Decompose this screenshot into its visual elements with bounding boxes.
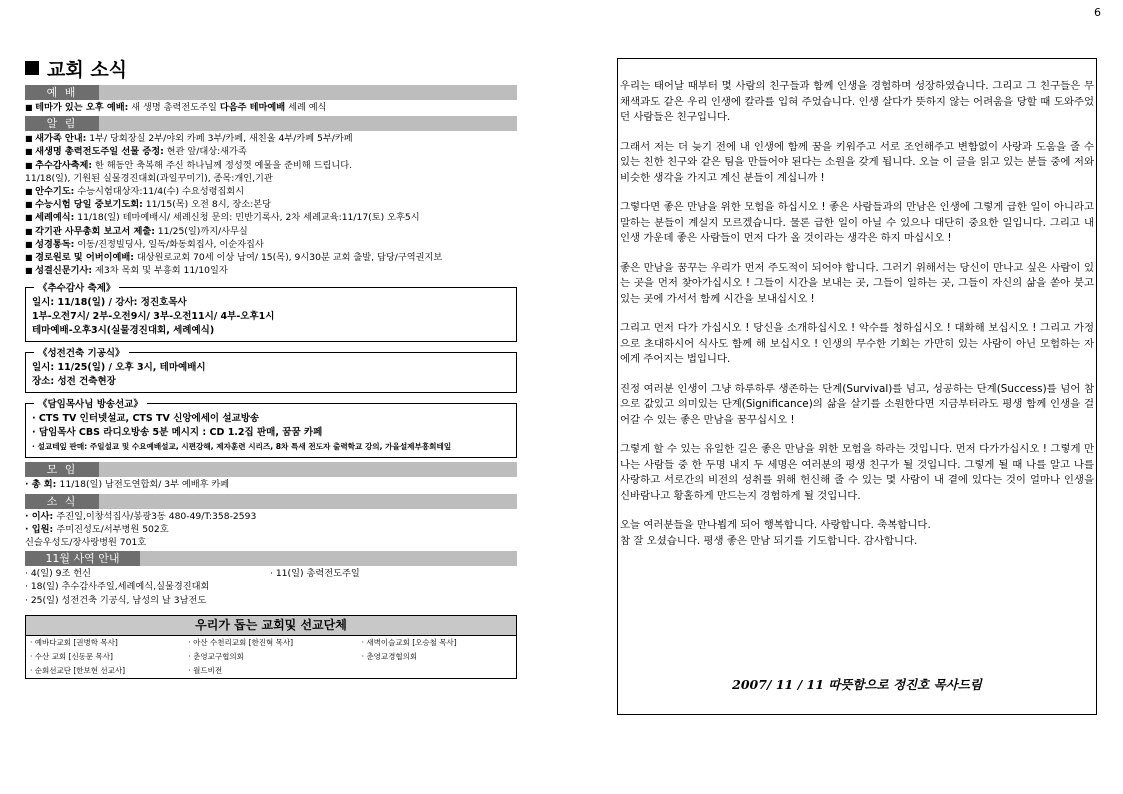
- announcement-item: ■ 경로원로 및 어버이예배: 대상원로교회 70세 이상 남여/ 15(목), 9시30분 교회 출발, 답당/구역권지보: [25, 251, 517, 264]
- broadcast-line: · 설교테잎 판매: 주일설교 및 수요예배설교, 시편강해, 제자훈련 시리즈, 8차 특새 전도자 출력학교 강의, 가을설제부흥회테잎: [32, 442, 452, 452]
- construction-line: 일시: 11/25(일) / 오후 3시, 테마예배시: [32, 362, 206, 374]
- news-line: 신슬우성도/장사랑병원 701호: [25, 537, 147, 549]
- table-row: · 수산 교회 [신동문 목사] · 춘영교구협의회 · 춘영교경협의회: [30, 652, 418, 662]
- construction-box: [25, 348, 517, 393]
- thanksgiving-box: [25, 283, 517, 342]
- announcement-item: ■ 새생명 총력전도주일 선물 증정: 현관 앞/대상:새가족: [25, 145, 517, 158]
- broadcast-line: · CTS TV 인터넷설교, CTS TV 신앙에세이 설교방송: [32, 413, 260, 425]
- church-news-column: [25, 56, 517, 679]
- worship-line: ■ 테마가 있는 오후 예배: 새 생명 총력전도주일 다음주 테마예배 세례 예식: [25, 101, 517, 114]
- ministry-row: · 18(일) 추수감사주일,세례예식,실물경진대회: [25, 581, 210, 593]
- news-line: · 이사: 주진일,이창석집사/봉광3동 480-49/T:358-2593: [25, 510, 257, 522]
- letter-paragraph: 그렇다면 좋은 만남을 위한 모험을 하십시오 ! 좋은 사람들과의 만남은 인생에 그렇게 급한 일이 아니라고 말하는 분들이 계실지 모르겠습니다. 물론 급한 일이 아닐 수 있으나 대단히 중요한 일입니다. 그리고 내 인생 가운데 좋은 사람들이 먼저 다가 올 것이라는 생각은 하지 마십시오 !: [620, 201, 1094, 244]
- section-header-meeting: 모 임: [25, 462, 517, 477]
- section-header-announcements: 알 림: [25, 116, 517, 131]
- mission-partners-table: [25, 615, 517, 679]
- letter-paragraph: 그래서 저는 더 늦기 전에 내 인생에 함께 꿈을 키워주고 서로 조언해주고 변함없이 사랑과 도움을 줄 수 있는 친한 친구와 같은 팀을 만들어야 된다는 소원을 갖게 됩니다. 오늘 이 글을 읽고 있는 분들 중에 저와 비슷한 생각을 가지고 계신 분들이 계십니까 !: [620, 140, 1094, 184]
- thanksgiving-line: 테마예배-오후3시(실물경진대회, 세례예식): [32, 325, 215, 337]
- page-title: [25, 56, 517, 80]
- announcement-item: ■ 새가족 안내: 1부/ 당회장실 2부/야외 카페 3부/카페, 새친울 4부/카페 5부/카페: [25, 132, 517, 145]
- thanksgiving-line: 1부-오전7시/ 2부-오전9시/ 3부-오전11시/ 4부-오후1시: [32, 311, 275, 323]
- announcement-item: ■ 수능시험 당일 중보기도회: 11/15(목) 오전 8시, 장소:본당: [25, 198, 517, 211]
- letter-paragraph: 진정 여러분 인생이 그냥 하루하루 생존하는 단계(Survival)를 넘고, 성공하는 단계(Success)를 넘어 참으로 값있고 의미있는 단계(Significance)의 삶을 살기를 소원한다면 지금부터라도 평생 함께 인생을 걸어갈 수 있는 좋은 만남을 꿈꾸십시오 !: [620, 382, 1094, 426]
- thanksgiving-title: 《추수감사 축제》: [34, 280, 119, 294]
- broadcast-line: · 담임목사 CBS 라디오방송 5분 메시지 : CD 1.2집 판매, 꿈꿈 카페: [32, 427, 323, 439]
- ministry-row: · 4(일) 9조 헌신 · 11(일) 총력전도주일: [25, 568, 360, 580]
- mission-heading: 우리가 돕는 교회및 선교단체: [26, 616, 516, 636]
- table-row: · 순회선교단 [한보현 선교사] · 월드비전: [30, 666, 223, 676]
- announcement-item: ■ 세례예식: 11/18(일) 테마예배시/ 세례신청 문의: 민반기록사, 2차 세례교육:11/17(토) 오후5시: [25, 211, 517, 224]
- square-bullet-icon: [25, 61, 39, 75]
- meeting-line: · 총 회: 11/18(일) 남전도연합회/ 3부 예배후 카페: [25, 479, 230, 491]
- signature: 2007/ 11 / 11 따뜻함으로 정진호 목사드림: [732, 677, 982, 692]
- construction-title: 《성전건축 기공식》: [34, 345, 129, 359]
- announcement-item: ■ 각기관 사무총회 보고서 제출: 11/25(일)까지/사무실: [25, 225, 517, 238]
- letter-paragraph: 그렇게 할 수 있는 유일한 길은 좋은 만남을 위한 모험을 하라는 것입니다. 먼저 다가가십시오 ! 그렇게 만나는 사람들 중 한 두명 내지 두 세명은 여러분의 평생 친구가 될 것입니다. 그렇게 될 때 나를 알고 나를 사랑하고 서로간의 비전의 성취를 위해 헌신해 줄 수 있는 몇 사람이 내 곁에 있다는 것이 얼마나 인생을 신바람나고 황홀하게 만드는지 경험하게 될 것입니다.: [620, 443, 1094, 502]
- announcement-item: 11/18(일), 기원된 실물경진대회(과일꾸미기), 종목:개인,기관: [25, 172, 273, 184]
- letter-paragraph: 그리고 먼저 다가 가십시오 ! 당신을 소개하십시오 ! 악수를 청하십시오 ! 대화해 보십시오 ! 그리고 가정으로 초대하시어 식사도 함께 해 보십시오 ! 인생의 무수한 기회는 가만히 있는 사람이 아닌 모험하는 자에게 주어지는 법입니다.: [620, 322, 1094, 365]
- announcement-item: ■ 성결신문기사: 제3차 목회 및 부흥회 11/10일자: [25, 264, 517, 277]
- letter-closing: 오늘 여러분들을 만나뵙게 되어 행복합니다. 사랑합니다. 축복합니다. 참 잘 오셨습니다. 평생 좋은 만남 되기를 기도합니다. 감사합니다.: [620, 519, 931, 547]
- construction-line: 장소: 성전 건축현장: [32, 376, 116, 388]
- thanksgiving-line: 일시: 11/18(일) / 강사: 정진호목사: [32, 297, 187, 309]
- news-line: · 입원: 주미진성도/서부병원 502호: [25, 523, 169, 535]
- pastor-letter-box: [617, 58, 1097, 715]
- page-title-text: 교회 소식: [47, 58, 128, 81]
- table-row: · 예바다교회 [권병학 목사] · 아산 수천리교회 [한진혁 목사] · 새벽이슬교회 [오승철 목사]: [30, 638, 457, 648]
- section-header-ministry: 11월 사역 안내: [25, 551, 517, 566]
- ministry-row: · 25(일) 성전건축 기공식, 남성의 날 3남전도: [25, 594, 207, 606]
- section-header-worship: 예 배: [25, 85, 517, 100]
- section-header-news: 소 식: [25, 494, 517, 509]
- announcement-item: ■ 안수기도: 수능시험대상자:11/4(수) 수요성령집회시: [25, 185, 517, 198]
- page-number: 6: [1094, 6, 1101, 19]
- letter-paragraph: 우리는 태어날 때부터 몇 사람의 친구들과 함께 인생을 경험하며 성장하였습니다. 그리고 그 친구들은 무채색과도 같은 우리 인생에 칼라를 입혀 주었습니다. 인생 살다가 뜻하지 않는 어려움을 당할 때 도와주었던 사람들은 친구입니다.: [620, 80, 1094, 123]
- letter-paragraph: 좋은 만남을 꿈꾸는 우리가 먼저 주도적이 되어야 합니다. 그러기 위해서는 당신이 만나고 싶은 사람이 있는 곳을 먼저 찾아가십시오 ! 그들이 시간을 보내는 곳, 그들이 일하는 곳, 그들이 자신의 삶을 쏟아 붓고 있는 곳에 가서서 함께 시간을 보내십시오 !: [620, 261, 1094, 305]
- announcement-item: ■ 추수감사축제: 한 해동안 축복해 주신 하나님께 정성껏 예물을 준비해 드립니다.: [25, 159, 517, 172]
- announcement-item: ■ 성경통독: 이동/진정빌딩사, 일독/화동회집사, 이순자집사: [25, 238, 517, 251]
- broadcast-box: [25, 399, 517, 458]
- broadcast-title: 《담임목사님 방송선교》: [34, 396, 147, 410]
